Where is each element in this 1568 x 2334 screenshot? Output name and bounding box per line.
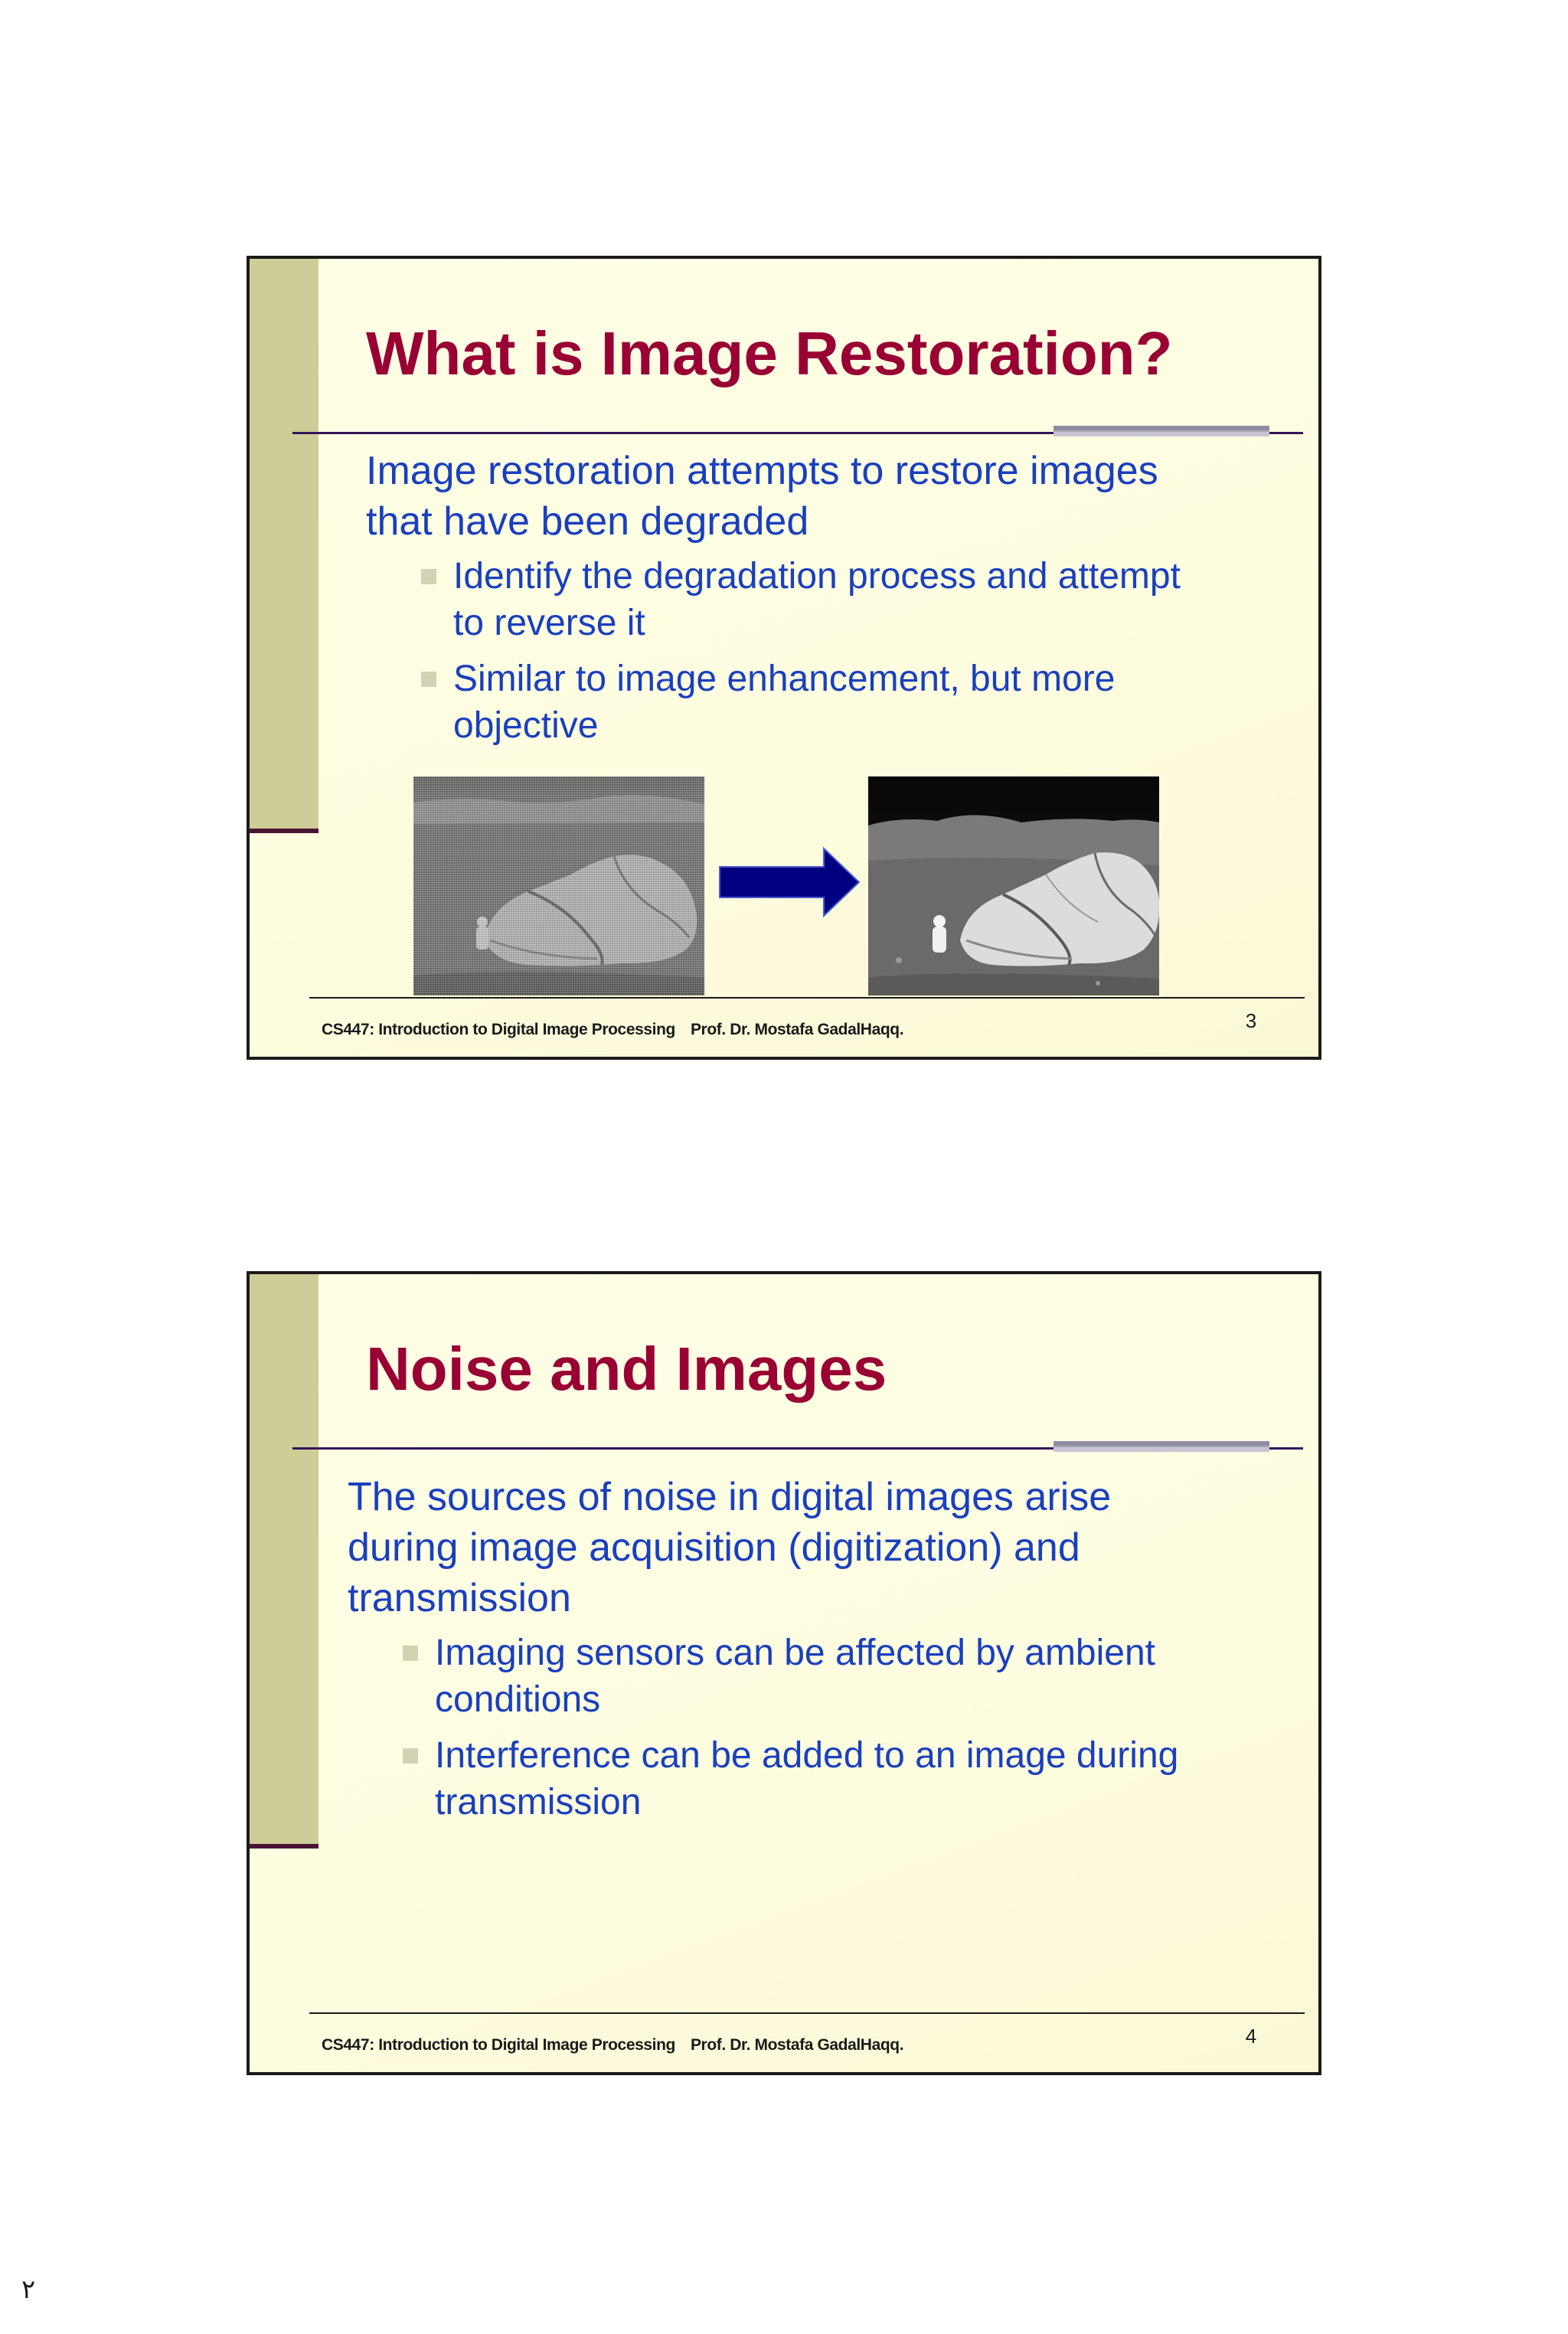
- lead-paragraph: The sources of noise in digital images arise during image acquisition (digitization) and transmission: [348, 1475, 1112, 1620]
- title-divider-accent: [1054, 1441, 1269, 1452]
- noisy-moon-rock-photo: [413, 776, 704, 995]
- bullet-text: Imaging sensors can be affected by ambient conditions: [435, 1633, 1156, 1720]
- bullet-item: [348, 1732, 1200, 1826]
- slide-noise-and-images: [247, 1271, 1321, 2075]
- slide-side-bar-tip: [250, 1844, 318, 1849]
- slide-body: [366, 446, 1223, 758]
- footer-instructor: Prof. Dr. Mostafa GadalHaqq.: [690, 1021, 904, 1038]
- slide-footer: [322, 1020, 903, 1040]
- restored-moon-rock-photo: [868, 776, 1159, 995]
- restored-photo-drawing: [868, 776, 1159, 995]
- noise-overlay: [413, 776, 704, 995]
- slide-footer: [322, 2035, 903, 2055]
- footer-instructor: Prof. Dr. Mostafa GadalHaqq.: [690, 2036, 904, 2054]
- slide-title: What is Image Restoration?: [366, 319, 1173, 387]
- square-bullet-icon: [421, 672, 436, 687]
- bullet-list: [366, 553, 1223, 749]
- bullet-text: Similar to image enhancement, but more objective: [453, 659, 1116, 746]
- square-bullet-icon: [421, 569, 436, 584]
- bullet-item: [366, 655, 1219, 749]
- footer-divider: [309, 997, 1305, 999]
- square-bullet-icon: [403, 1748, 418, 1764]
- footer-course: CS447: Introduction to Digital Image Processing: [322, 1021, 675, 1038]
- slide-body: [348, 1472, 1205, 1835]
- bullet-list: [348, 1630, 1205, 1826]
- slide-side-bar: [250, 259, 318, 830]
- right-arrow-icon: [718, 845, 861, 919]
- square-bullet-icon: [403, 1646, 418, 1661]
- slide-title: Noise and Images: [366, 1335, 887, 1403]
- slide-side-bar-tip: [250, 829, 318, 833]
- lead-paragraph: Image restoration attempts to restore images that have been degraded: [366, 449, 1158, 544]
- slide-page-number: 3: [1245, 1009, 1257, 1032]
- bullet-item: [366, 553, 1219, 646]
- bullet-text: Identify the degradation process and attempt to reverse it: [453, 556, 1181, 643]
- footer-divider: [309, 2012, 1305, 2014]
- bullet-text: Interference can be added to an image during transmission: [435, 1735, 1179, 1822]
- title-divider-accent: [1054, 426, 1269, 436]
- sheet-page-number: ٢: [21, 2274, 36, 2305]
- slide-page-number: 4: [1245, 2025, 1257, 2048]
- footer-course: CS447: Introduction to Digital Image Processing: [322, 2036, 675, 2054]
- slide-side-bar: [250, 1274, 318, 1845]
- bullet-item: [348, 1630, 1200, 1723]
- slide-what-is-image-restoration: [247, 256, 1321, 1060]
